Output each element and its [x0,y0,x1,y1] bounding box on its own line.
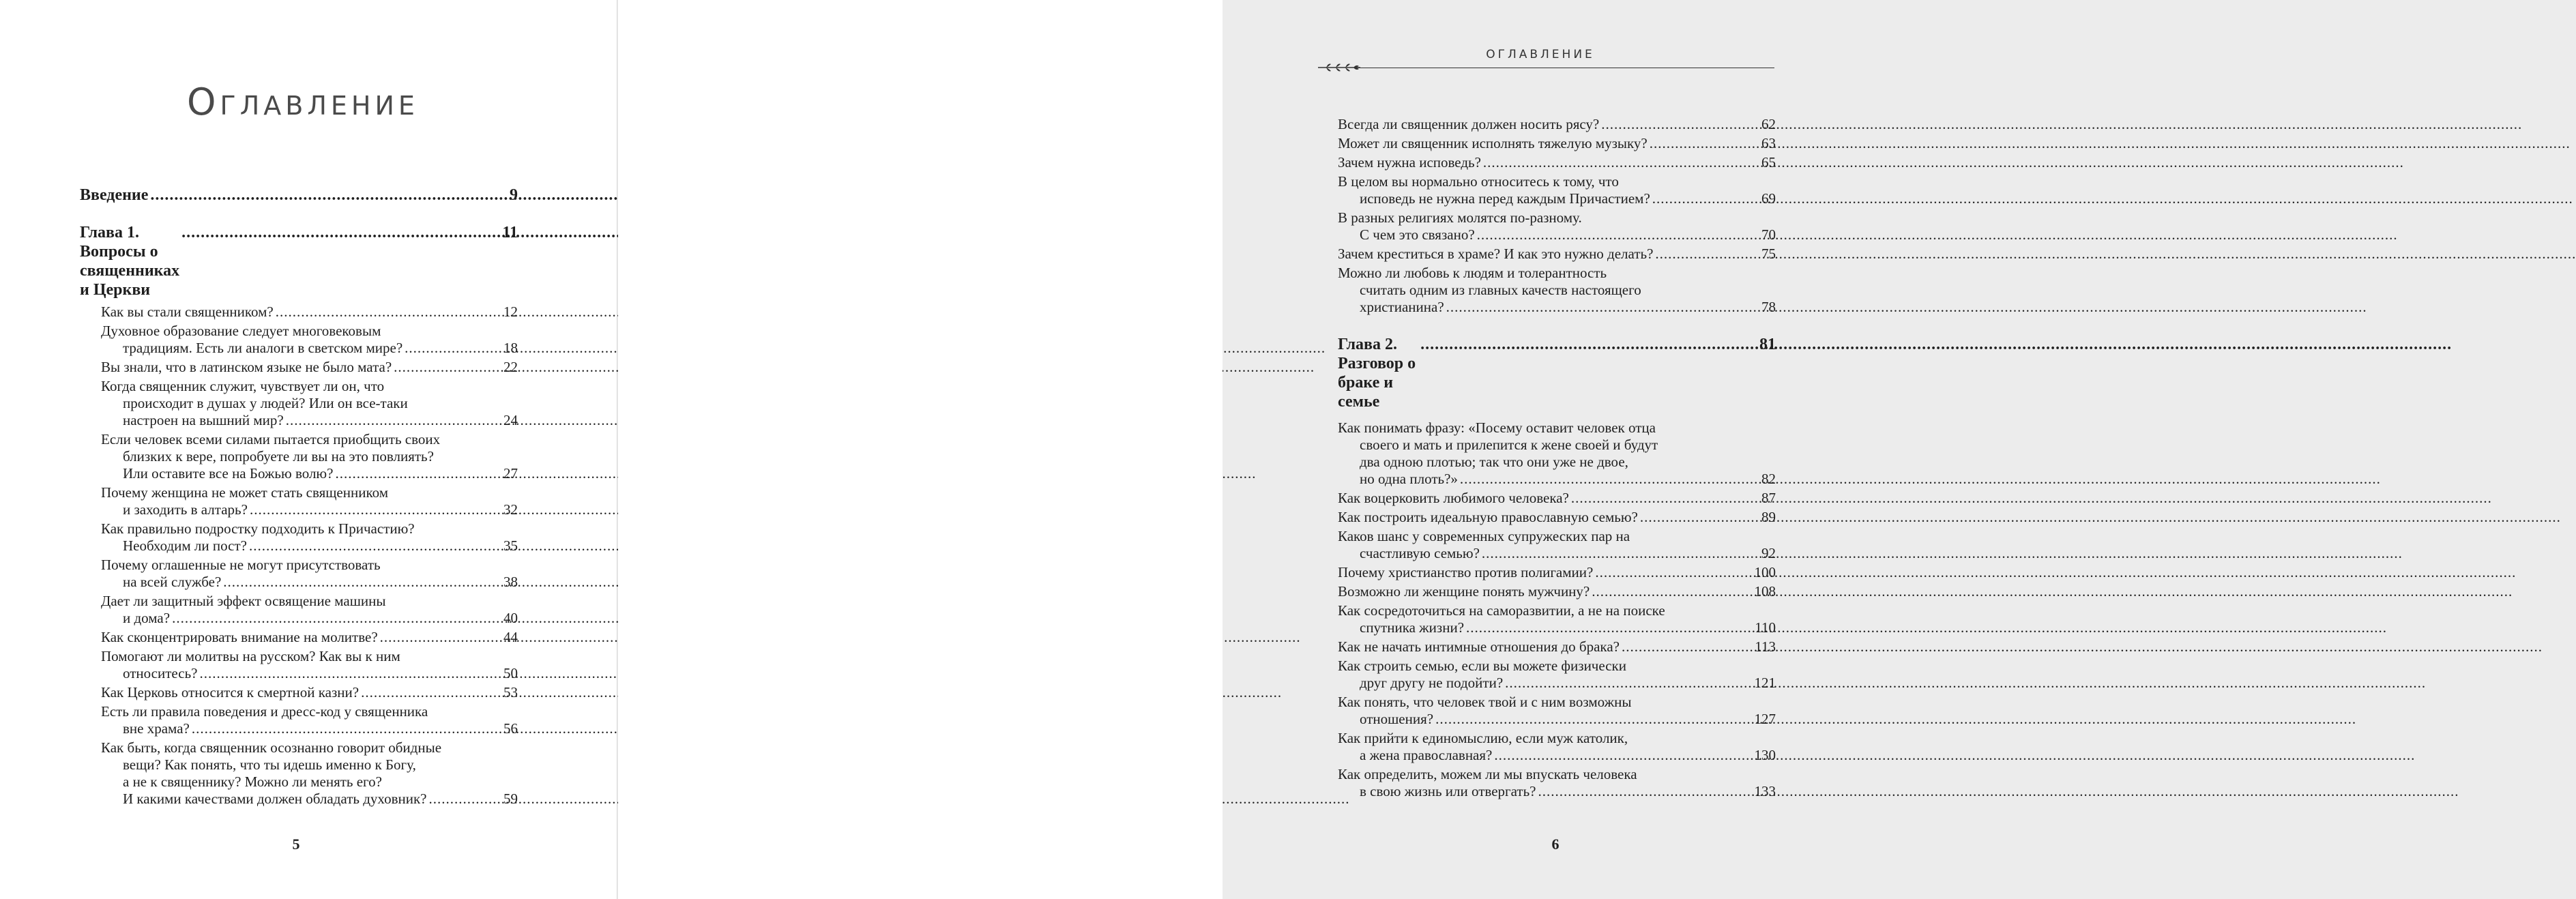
toc-chapter-2-label: Глава 2. Разговор о браке и семье [1338,336,1416,411]
toc-entry-text: близких к вере, попробуете ли вы на это повлиять? [123,448,434,465]
toc-chapter-2[interactable] [1338,335,1776,411]
toc-entry-text: вне храма? [123,720,190,737]
toc-entry-text: отношения? [1360,711,1434,727]
toc-entry-text: В целом вы нормально относитесь к тому, что [1338,173,1619,190]
toc-entry-page: 27 [503,465,518,482]
toc-entry[interactable] [1338,583,1776,600]
toc-entry-text: а жена православная? [1360,747,1493,763]
toc-entry-text: Как сосредоточиться на саморазвитии, а не на поиске [1338,602,1665,619]
toc-entry-text: христианина? [1360,299,1444,315]
toc-entry-text: Зачем креститься в храме? И как это нужно делать? [1338,246,1654,262]
toc-entry-text: Если человек всеми силами пытается приобщить своих [101,431,441,447]
toc-entry-text: Почему оглашенные не могут присутствовать [101,557,381,573]
leader-dots [1595,564,1752,581]
toc-entry-text: Как вы стали священником? [101,304,274,320]
toc-entry-page: 70 [1761,226,1776,243]
leader-dots [1650,135,1759,152]
toc-entry[interactable] [1338,766,1776,800]
toc-entry-text: относитесь? [123,665,198,681]
toc-entry-text: Почему женщина не может стать священником [101,484,388,501]
toc-intro[interactable] [80,186,518,205]
toc-entry-page: 133 [1754,783,1776,799]
toc-entry[interactable] [1338,490,1776,507]
toc-entry-page: 12 [503,304,518,320]
toc-entry-page: 121 [1754,675,1776,691]
leader-dots [249,537,501,555]
toc-entry[interactable] [1338,173,1776,207]
toc-entry[interactable] [80,739,518,808]
toc-entry-text: Как сконцентрировать внимание на молитве? [101,629,378,645]
toc-entry-page: 24 [503,412,518,428]
toc-entry[interactable] [1338,528,1776,562]
toc-entry-page: 75 [1761,246,1776,262]
toc-entry[interactable] [80,378,518,429]
leader-dots [335,465,501,482]
toc-entry[interactable] [1338,564,1776,581]
toc-entry[interactable] [80,593,518,627]
toc-entry-text: Есть ли правила поведения и дресс-код у священника [101,703,428,720]
toc-entry-page: 50 [503,665,518,681]
toc-entry[interactable] [1338,265,1776,316]
leader-dots [192,720,501,737]
leader-dots [1538,783,1753,800]
leader-dots [1482,545,1759,562]
toc-entry-text: но одна плоть?» [1360,471,1458,487]
toc-entry-text: а не к священнику? Можно ли менять его? [123,773,382,790]
toc-entry[interactable] [1338,638,1776,655]
toc-entry[interactable] [80,484,518,518]
leader-dots [1505,675,1752,692]
toc-entry[interactable] [80,684,518,701]
toc-entry-text: Как понимать фразу: «Посему оставит человек отца [1338,419,1656,436]
leader-dots [286,412,501,429]
toc-entry[interactable] [1338,602,1776,636]
leader-dots [1601,116,1759,133]
toc-entry-page: 100 [1754,564,1776,580]
leader-dots [1494,747,1752,764]
toc-entry[interactable] [80,629,518,646]
leader-dots [172,610,501,627]
toc-entry-text: Может ли священник исполнять тяжелую музыку? [1338,135,1648,151]
toc-chapter-1-label: Глава 1. Вопросы о священниках и Церкви [80,224,180,299]
leader-dots [150,186,508,205]
toc-entry-page: 108 [1754,583,1776,600]
leader-dots [361,684,501,701]
leader-dots [394,359,501,376]
toc-entry-text: вещи? Как понять, что ты идешь именно к Богу, [123,756,416,773]
leader-dots [199,665,501,682]
toc-entry-text: Как определить, можем ли мы впускать человека [1338,766,1637,782]
toc-entry-text: своего и мать и прилепится к жене своей и будут [1360,437,1658,453]
toc-entry-page: 127 [1754,711,1776,727]
toc-entry-text: Необходим ли пост? [123,537,247,554]
toc-entry-text: друг другу не подойти? [1360,675,1504,691]
toc-entry-text: происходит в душах у людей? Или он все-таки [123,395,408,411]
toc-entry[interactable] [1338,730,1776,764]
toc-intro-page: 9 [510,186,518,204]
toc-entry[interactable] [80,431,518,482]
leader-dots [1435,711,1752,728]
toc-entry-text: Возможно ли женщине понять мужчину? [1338,583,1590,600]
toc-entry-text: счастливую семью? [1360,545,1480,561]
leader-dots [250,501,501,518]
leader-dots [276,304,501,321]
toc-entry-page: 22 [503,359,518,375]
toc-entry[interactable] [1338,209,1776,244]
toc-entry-text: традициям. Есть ли аналоги в светском мире? [123,340,403,356]
toc-entry[interactable] [80,703,518,737]
toc-entry[interactable] [1338,154,1776,171]
toc-entry-page: 65 [1761,154,1776,171]
toc-entry[interactable] [1338,246,1776,263]
right-page [618,0,1776,899]
toc-entry-text: два одною плотью; так что они уже не двое, [1360,454,1628,470]
toc-entry-text: Зачем нужна исповедь? [1338,154,1481,171]
page-title: Оглавление [187,80,419,123]
leader-dots [1483,154,1759,171]
toc-entry-text: на всей службе? [123,574,222,590]
toc-entry[interactable] [80,520,518,555]
toc-entry-page: 56 [503,720,518,737]
toc-entry-page: 53 [503,684,518,701]
toc-entry-text: Как понять, что человек твой и с ним возможны [1338,694,1632,710]
toc-entry-page: 78 [1761,299,1776,315]
toc-entry-text: Как быть, когда священник осознанно говорит обидные [101,739,442,756]
leader-dots [223,574,501,591]
toc-entry-text: и заходить в алтарь? [123,501,248,518]
toc-entry-text: спутника жизни? [1360,619,1465,636]
toc-entry-text: Как Церковь относится к смертной казни? [101,684,360,701]
toc-entry[interactable] [80,648,518,682]
toc-entry-page: 92 [1761,545,1776,561]
toc-entry-text: Как построить идеальную православную семью? [1338,509,1638,525]
left-page [0,0,617,899]
leader-dots [1652,190,1759,207]
toc-entry[interactable] [80,323,518,357]
toc-entry[interactable] [80,304,518,321]
toc-entry[interactable] [80,557,518,591]
toc-entry[interactable] [1338,116,1776,133]
leader-dots [1622,638,1753,655]
toc-chapter-1[interactable] [80,223,518,299]
toc-entry-page: 59 [503,791,518,807]
toc-entry-page: 110 [1755,619,1776,636]
toc-entry-text: настроен на вышний мир? [123,412,284,428]
toc-right [1338,116,1776,802]
toc-entry-page: 113 [1755,638,1776,655]
leader-dots [380,629,501,646]
toc-entry-text: Как строить семью, если вы можете физически [1338,658,1626,674]
toc-entry-text: Дает ли защитный эффект освящение машины [101,593,386,609]
toc-entry-text: В разных религиях молятся по-разному. [1338,209,1582,226]
toc-entry[interactable] [80,359,518,376]
toc-entry-page: 44 [503,629,518,645]
toc-entry-text: С чем это связано? [1360,226,1475,243]
toc-entry[interactable] [1338,694,1776,728]
toc-entry[interactable] [1338,509,1776,526]
toc-entry[interactable] [1338,135,1776,152]
page-number: 5 [292,836,300,853]
leader-dots [1466,619,1753,636]
toc-entry-text: Когда священник служит, чувствует ли он, что [101,378,385,394]
toc-entry[interactable] [1338,419,1776,488]
toc-intro-label: Введение [80,186,149,204]
running-head: ОГЛАВЛЕНИЕ [1486,48,1595,61]
leader-dots [429,791,501,808]
leader-dots [1477,226,1759,244]
toc-entry-page: 87 [1761,490,1776,506]
toc-entry-page: 35 [503,537,518,554]
leader-dots [1571,490,1759,507]
toc-entry-text: Или оставите все на Божью волю? [123,465,334,482]
toc-entry-text: Как прийти к единомыслию, если муж католик, [1338,730,1628,746]
toc-chapter-2-page: 81 [1759,336,1776,353]
toc-entry-page: 69 [1761,190,1776,207]
toc-entry-text: в свою жизнь или отвергать? [1360,783,1536,799]
toc-entry-page: 62 [1761,116,1776,132]
leader-dots [1420,335,1757,354]
leader-dots [181,223,500,242]
leader-dots [1655,246,1759,263]
toc-entry-text: Всегда ли священник должен носить рясу? [1338,116,1600,132]
leader-dots [1460,471,1759,488]
leader-dots [1592,583,1752,600]
leader-dots [405,340,501,357]
toc-entry-text: Можно ли любовь к людям и толерантность [1338,265,1607,281]
toc-entry-text: исповедь не нужна перед каждым Причастием? [1360,190,1650,207]
toc-entry-text: Как воцерковить любимого человека? [1338,490,1569,506]
toc-entry-text: считать одним из главных качеств настоящего [1360,282,1641,298]
toc-chapter-1-page: 11 [502,224,518,241]
toc-entry-page: 18 [503,340,518,356]
toc-entry-text: и дома? [123,610,171,626]
toc-entry-page: 82 [1761,471,1776,487]
toc-entry-text: Как не начать интимные отношения до брака? [1338,638,1620,655]
toc-left [80,186,518,810]
toc-entry-text: Духовное образование следует многовековым [101,323,381,339]
toc-entry-text: Помогают ли молитвы на русском? Как вы к ним [101,648,400,664]
toc-entry-page: 89 [1761,509,1776,525]
toc-entry-text: Каков шанс у современных супружеских пар на [1338,528,1630,544]
leader-dots [1446,299,1759,316]
toc-entry-text: Почему христианство против полигамии? [1338,564,1594,580]
toc-entry-text: Как правильно подростку подходить к Причастию? [101,520,415,537]
toc-entry-page: 63 [1761,135,1776,151]
toc-entry-text: Вы знали, что в латинском языке не было мата? [101,359,392,375]
toc-entry[interactable] [1338,658,1776,692]
toc-entry-page: 40 [503,610,518,626]
toc-entry-text: И какими качествами должен обладать духовник? [123,791,427,807]
toc-entry-page: 38 [503,574,518,590]
leader-dots [1640,509,1759,526]
page-number: 6 [1551,836,1560,853]
toc-entry-page: 32 [503,501,518,518]
toc-entry-page: 130 [1754,747,1776,763]
